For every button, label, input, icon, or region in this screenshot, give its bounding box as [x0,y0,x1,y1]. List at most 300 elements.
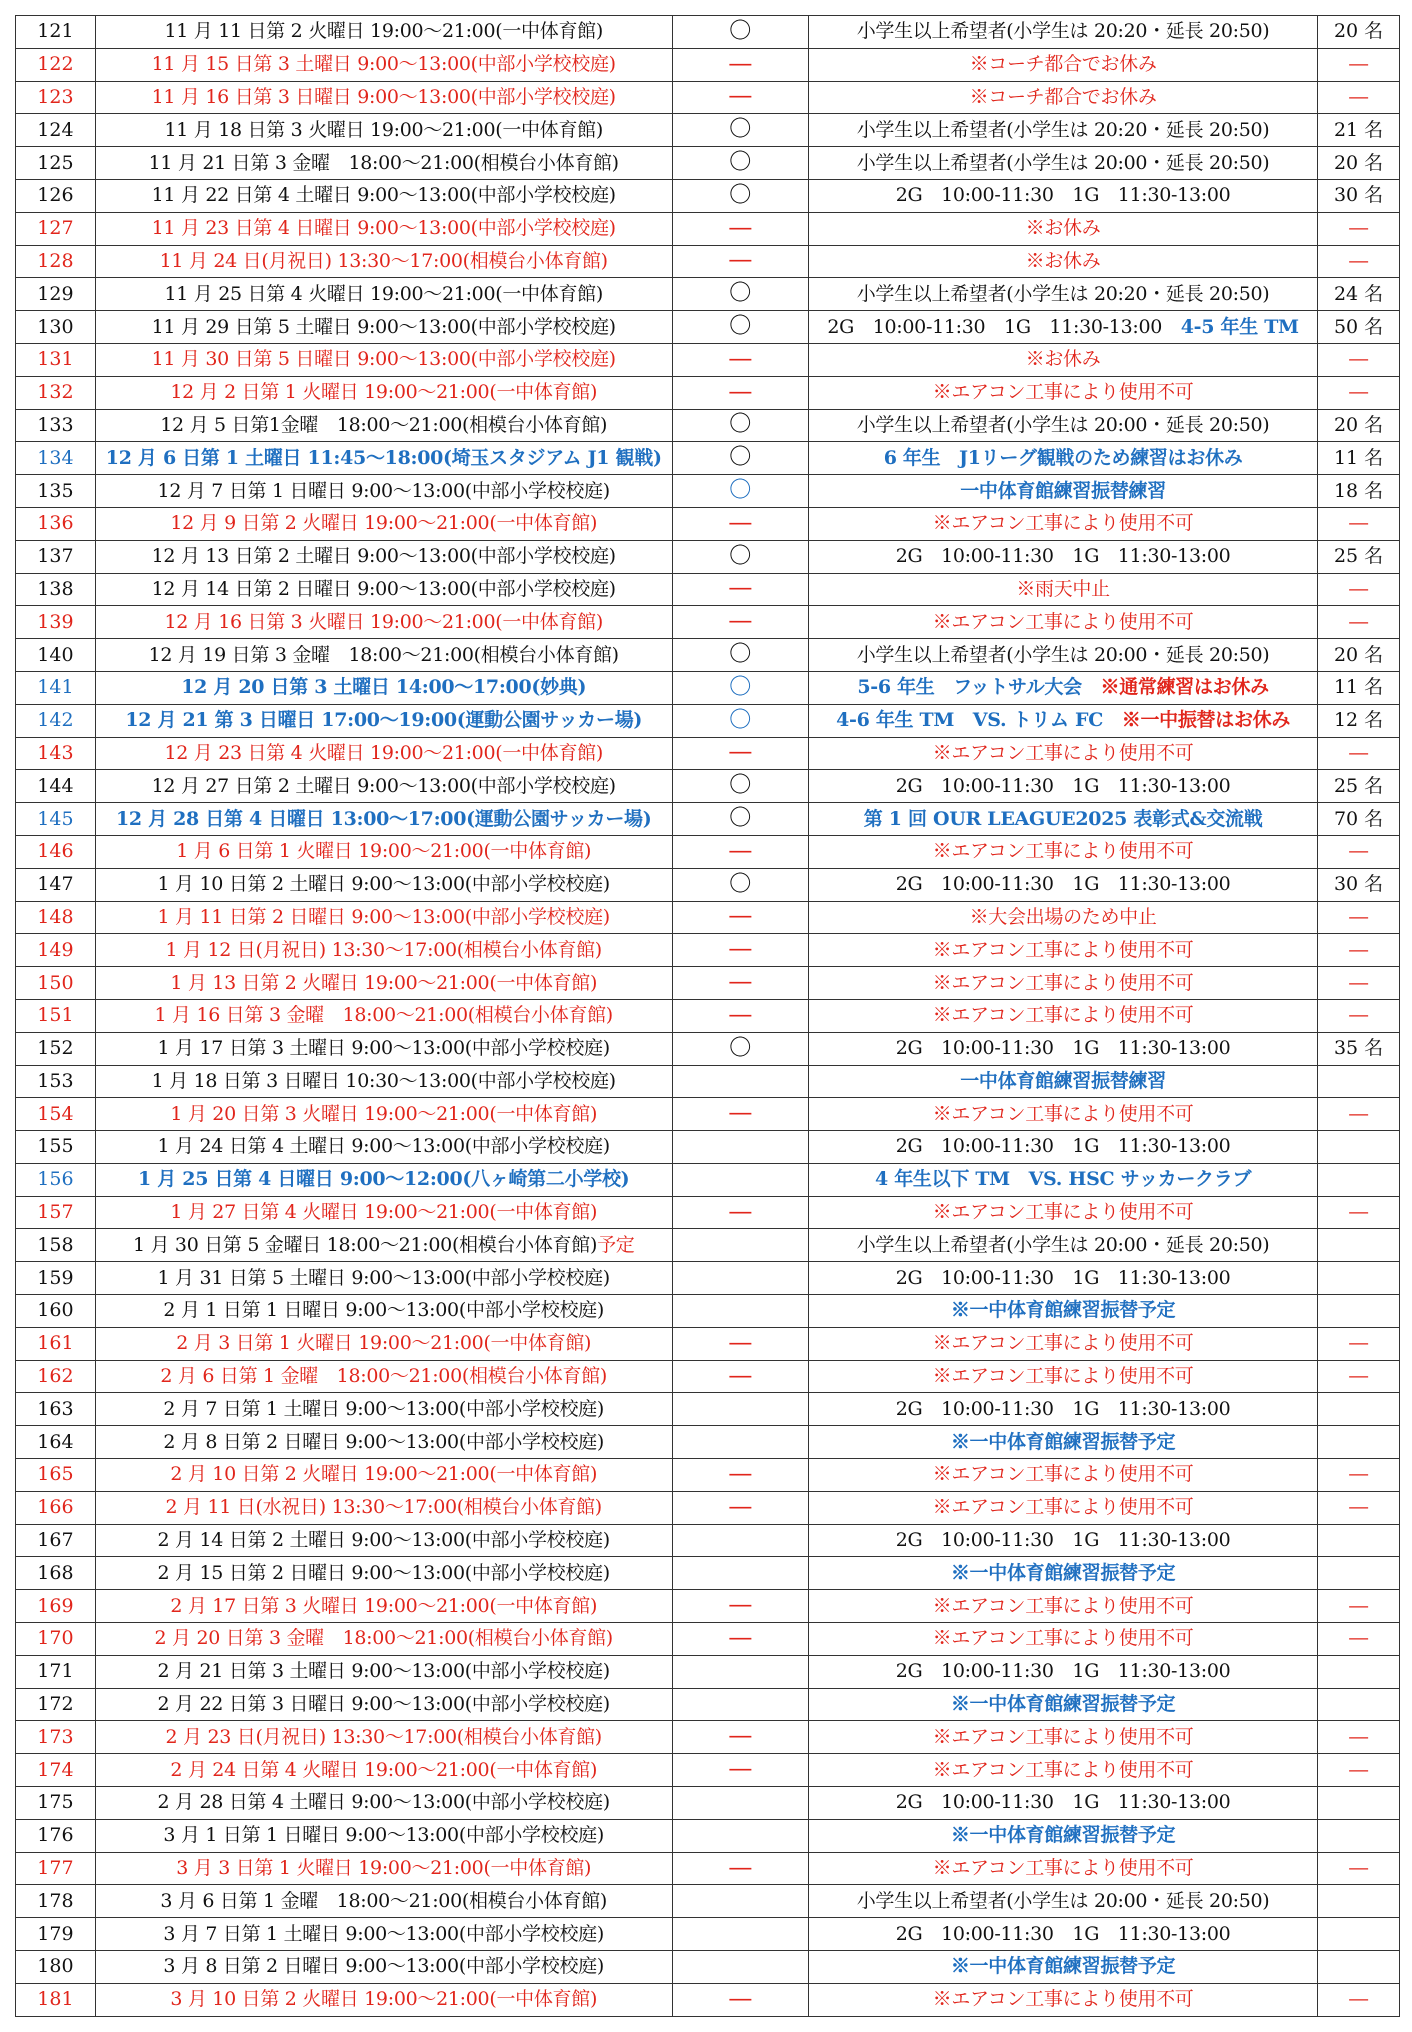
row-number: 151 [16,999,96,1032]
attendance-mark: ― [672,967,808,1000]
session-datetime [95,1918,672,1951]
row-number: 156 [16,1163,96,1196]
session-datetime [95,573,672,606]
participant-count: ― [1318,245,1400,278]
session-datetime [95,442,672,475]
session-note [809,245,1318,278]
note-text: ※エアコン工事により使用不可 [932,381,1194,404]
attendance-mark [672,1393,808,1426]
row-number: 133 [16,409,96,442]
note-text: ※エアコン工事により使用不可 [932,1365,1194,1388]
datetime-text: 2 月 14 日第 2 土曜日 9:00～13:00(中部小学校校庭) [157,1529,610,1552]
session-note [809,999,1318,1032]
schedule-row [16,442,1400,475]
row-number: 147 [16,868,96,901]
note-text: ※エアコン工事により使用不可 [932,1857,1194,1880]
datetime-text: 1 月 30 日第 5 金曜日 18:00～21:00(相模台小体育館) [132,1233,598,1256]
session-datetime [95,245,672,278]
session-note [809,278,1318,311]
row-number: 155 [16,1131,96,1164]
participant-count: 11 名 [1318,442,1400,475]
session-note [809,343,1318,376]
datetime-text: 11 月 11 日第 2 火曜日 19:00～21:00(一中体育館) [164,20,603,43]
datetime-text: 3 月 8 日第 2 日曜日 9:00～13:00(中部小学校校庭) [163,1955,604,1978]
session-note [809,1754,1318,1787]
datetime-text: 2 月 1 日第 1 日曜日 9:00～13:00(中部小学校校庭) [163,1299,604,1322]
attendance-mark [672,1262,808,1295]
schedule-row [16,1327,1400,1360]
participant-count: ― [1318,967,1400,1000]
participant-count: ― [1318,343,1400,376]
row-number: 131 [16,343,96,376]
note-text: 6 年生 J1リーグ観戦のため練習はお休み [883,446,1243,469]
session-note [809,1196,1318,1229]
attendance-mark [672,1163,808,1196]
schedule-row [16,671,1400,704]
session-note [809,1524,1318,1557]
attendance-mark: ― [672,1754,808,1787]
datetime-text: 3 月 10 日第 2 火曜日 19:00～21:00(一中体育館) [170,1988,598,2011]
participant-count: ― [1318,573,1400,606]
participant-count: 70 名 [1318,803,1400,836]
session-datetime [95,147,672,180]
datetime-text: 2 月 22 日第 3 日曜日 9:00～13:00(中部小学校校庭) [157,1693,610,1716]
schedule-row [16,1819,1400,1852]
attendance-mark [672,1524,808,1557]
note-text: ※お休み [1025,249,1101,272]
schedule-row [16,1590,1400,1623]
session-note [809,16,1318,49]
note-text: ※大会出場のため中止 [969,905,1157,928]
row-number: 148 [16,901,96,934]
session-datetime [95,1885,672,1918]
note-text: 小学生以上希望者(小学生は 20:00・延長 20:50) [856,151,1270,174]
participant-count: 20 名 [1318,16,1400,49]
datetime-text: 2 月 24 日第 4 火曜日 19:00～21:00(一中体育館) [170,1758,598,1781]
row-number: 126 [16,179,96,212]
attendance-mark [672,1885,808,1918]
schedule-row [16,967,1400,1000]
session-datetime [95,212,672,245]
session-datetime [95,1295,672,1328]
attendance-mark: ― [672,1721,808,1754]
attendance-mark: 〇 [672,803,808,836]
row-number: 130 [16,311,96,344]
session-datetime [95,1426,672,1459]
session-note [809,179,1318,212]
session-datetime [95,475,672,508]
session-note [809,1098,1318,1131]
datetime-text: 11 月 25 日第 4 火曜日 19:00～21:00(一中体育館) [164,282,603,305]
row-number: 134 [16,442,96,475]
participant-count [1318,1787,1400,1820]
attendance-mark: ― [672,835,808,868]
note-text: 一中体育館練習振替練習 [960,1069,1166,1092]
participant-count [1318,1885,1400,1918]
attendance-mark [672,1229,808,1262]
session-datetime [95,803,672,836]
session-note [809,737,1318,770]
participant-count: 25 名 [1318,540,1400,573]
attendance-mark: ― [672,343,808,376]
row-number: 153 [16,1065,96,1098]
schedule-row [16,1393,1400,1426]
session-datetime [95,1131,672,1164]
datetime-text: 12 月 6 日第 1 土曜日 11:45～18:00(埼玉スタジアム J1 観戦) [105,446,662,469]
session-datetime [95,1196,672,1229]
attendance-mark [672,1787,808,1820]
session-datetime [95,48,672,81]
note-text: ※エアコン工事により使用不可 [932,840,1194,863]
participant-count: ― [1318,1721,1400,1754]
datetime-text: 11 月 30 日第 5 日曜日 9:00～13:00(中部小学校校庭) [151,348,616,371]
datetime-text: 11 月 15 日第 3 土曜日 9:00～13:00(中部小学校校庭) [151,53,616,76]
participant-count: ― [1318,1196,1400,1229]
schedule-table-body [16,16,1400,2017]
attendance-mark: ― [672,901,808,934]
session-note [809,147,1318,180]
attendance-mark: ― [672,1623,808,1656]
schedule-row [16,1754,1400,1787]
session-note [809,1131,1318,1164]
schedule-row [16,1524,1400,1557]
session-note [809,1393,1318,1426]
session-note [809,606,1318,639]
attendance-mark: 〇 [672,639,808,672]
datetime-text: 3 月 6 日第 1 金曜 18:00～21:00(相模台小体育館) [160,1889,608,1912]
row-number: 135 [16,475,96,508]
attendance-mark [672,1819,808,1852]
participant-count: 35 名 [1318,1032,1400,1065]
session-note [809,1360,1318,1393]
session-note [809,507,1318,540]
note-text: 2G 10:00-11:30 1G 11:30-13:00 [895,873,1231,896]
attendance-mark: 〇 [672,704,808,737]
row-number: 140 [16,639,96,672]
session-datetime [95,1590,672,1623]
schedule-row [16,1032,1400,1065]
attendance-mark: 〇 [672,114,808,147]
note-text: ※エアコン工事により使用不可 [932,1594,1194,1617]
session-datetime [95,606,672,639]
row-number: 174 [16,1754,96,1787]
participant-count [1318,1918,1400,1951]
attendance-mark: ― [672,81,808,114]
note-text: ※一中体育館練習振替予定 [950,1430,1176,1453]
datetime-text: 11 月 21 日第 3 金曜 18:00～21:00(相模台小体育館) [148,151,619,174]
schedule-row [16,999,1400,1032]
datetime-text: 12 月 14 日第 2 日曜日 9:00～13:00(中部小学校校庭) [151,577,616,600]
note-text: ※コーチ都合でお休み [969,85,1157,108]
row-number: 142 [16,704,96,737]
datetime-text: 12 月 16 日第 3 火曜日 19:00～21:00(一中体育館) [164,610,603,633]
row-number: 165 [16,1459,96,1492]
row-number: 123 [16,81,96,114]
participant-count [1318,1262,1400,1295]
row-number: 143 [16,737,96,770]
session-datetime [95,1983,672,2016]
session-note [809,901,1318,934]
row-number: 139 [16,606,96,639]
row-number: 161 [16,1327,96,1360]
datetime-text: 12 月 5 日第1金曜 18:00～21:00(相模台小体育館) [160,413,608,436]
schedule-row [16,114,1400,147]
session-datetime [95,835,672,868]
datetime-text: 12 月 27 日第 2 土曜日 9:00～13:00(中部小学校校庭) [151,774,616,797]
session-note [809,868,1318,901]
schedule-row [16,1951,1400,1984]
session-note [809,1787,1318,1820]
note-text: ※エアコン工事により使用不可 [932,1463,1194,1486]
note-text: 2G 10:00-11:30 1G 11:30-13:00 [895,1922,1231,1945]
session-datetime [95,1688,672,1721]
session-note [809,704,1318,737]
note-text: ※一中体育館練習振替予定 [950,1824,1176,1847]
schedule-row [16,48,1400,81]
note-text: ※エアコン工事により使用不可 [932,1004,1194,1027]
session-datetime [95,1491,672,1524]
schedule-row [16,540,1400,573]
participant-count: 12 名 [1318,704,1400,737]
note-text: ※コーチ都合でお休み [969,53,1157,76]
schedule-row [16,1885,1400,1918]
datetime-text: 2 月 3 日第 1 火曜日 19:00～21:00(一中体育館) [176,1332,592,1355]
datetime-text: 1 月 12 日(月祝日) 13:30～17:00(相模台小体育館) [165,938,602,961]
session-note [809,311,1318,344]
note-text: 第 1 回 OUR LEAGUE2025 表彰式&交流戦 [863,807,1263,830]
note-text: 一中体育館練習振替練習 [960,479,1166,502]
attendance-mark: 〇 [672,770,808,803]
session-datetime [95,1229,672,1262]
session-datetime [95,770,672,803]
note-text: 2G 10:00-11:30 1G 11:30-13:00 [895,545,1231,568]
row-number: 179 [16,1918,96,1951]
note-text: ※一中体育館練習振替予定 [950,1299,1176,1322]
datetime-text: 1 月 10 日第 2 土曜日 9:00～13:00(中部小学校校庭) [157,873,610,896]
attendance-mark [672,1655,808,1688]
note-text: ※お休み [1025,217,1101,240]
session-note [809,1065,1318,1098]
datetime-text: 11 月 23 日第 4 日曜日 9:00～13:00(中部小学校校庭) [151,217,616,240]
attendance-mark: 〇 [672,16,808,49]
row-number: 158 [16,1229,96,1262]
session-note [809,770,1318,803]
session-note [809,540,1318,573]
row-number: 162 [16,1360,96,1393]
schedule-row [16,278,1400,311]
datetime-text: 1 月 25 日第 4 日曜日 9:00～12:00(八ヶ崎第二小学校) [138,1168,630,1191]
schedule-row [16,1426,1400,1459]
participant-count: ― [1318,1098,1400,1131]
note-text: 4-6 年生 TM VS. トリム FC [836,709,1104,732]
datetime-text: 12 月 20 日第 3 土曜日 14:00～17:00(妙典) [181,676,587,699]
schedule-row [16,311,1400,344]
datetime-text: 1 月 16 日第 3 金曜 18:00～21:00(相模台小体育館) [154,1004,613,1027]
schedule-row [16,1623,1400,1656]
session-datetime [95,278,672,311]
row-number: 173 [16,1721,96,1754]
participant-count [1318,1065,1400,1098]
note-text: 2G 10:00-11:30 1G 11:30-13:00 [895,1037,1231,1060]
schedule-row [16,1295,1400,1328]
session-datetime [95,507,672,540]
note-text: 小学生以上希望者(小学生は 20:20・延長 20:50) [856,20,1270,43]
attendance-mark: ― [672,737,808,770]
session-note [809,1918,1318,1951]
session-note [809,1459,1318,1492]
datetime-text: 2 月 15 日第 2 日曜日 9:00～13:00(中部小学校校庭) [157,1561,610,1584]
participant-count: ― [1318,901,1400,934]
participant-count: ― [1318,507,1400,540]
participant-count [1318,1229,1400,1262]
session-note [809,1327,1318,1360]
schedule-row [16,179,1400,212]
schedule-row [16,409,1400,442]
schedule-row [16,1852,1400,1885]
schedule-row [16,1098,1400,1131]
participant-count: ― [1318,835,1400,868]
schedule-row [16,770,1400,803]
session-datetime [95,868,672,901]
note-text: 小学生以上希望者(小学生は 20:20・延長 20:50) [856,118,1270,141]
participant-count: ― [1318,1983,1400,2016]
datetime-text: 1 月 11 日第 2 日曜日 9:00～13:00(中部小学校校庭) [157,905,610,928]
attendance-mark: ― [672,1360,808,1393]
attendance-mark: 〇 [672,1032,808,1065]
schedule-row [16,1688,1400,1721]
participant-count [1318,1688,1400,1721]
session-note [809,934,1318,967]
datetime-text: 1 月 24 日第 4 土曜日 9:00～13:00(中部小学校校庭) [157,1135,610,1158]
session-note [809,442,1318,475]
schedule-row [16,1229,1400,1262]
participant-count [1318,1524,1400,1557]
row-number: 164 [16,1426,96,1459]
session-datetime [95,1819,672,1852]
participant-count: ― [1318,376,1400,409]
note-text: 小学生以上希望者(小学生は 20:20・延長 20:50) [856,282,1270,305]
row-number: 144 [16,770,96,803]
schedule-row [16,343,1400,376]
row-number: 177 [16,1852,96,1885]
participant-count: 11 名 [1318,671,1400,704]
participant-count: ― [1318,1590,1400,1623]
note-text: ※エアコン工事により使用不可 [932,971,1194,994]
session-datetime [95,999,672,1032]
schedule-row [16,1655,1400,1688]
row-number: 171 [16,1655,96,1688]
session-datetime [95,16,672,49]
schedule-row [16,1262,1400,1295]
schedule-row [16,1196,1400,1229]
datetime-text: 2 月 17 日第 3 火曜日 19:00～21:00(一中体育館) [170,1594,598,1617]
row-number: 128 [16,245,96,278]
schedule-row [16,212,1400,245]
schedule-row [16,803,1400,836]
participant-count: ― [1318,606,1400,639]
attendance-mark [672,1131,808,1164]
attendance-mark [672,1557,808,1590]
participant-count: ― [1318,1491,1400,1524]
datetime-text: 3 月 1 日第 1 日曜日 9:00～13:00(中部小学校校庭) [163,1824,604,1847]
session-datetime [95,1327,672,1360]
note-text: ※エアコン工事により使用不可 [932,610,1194,633]
row-number: 125 [16,147,96,180]
note-text: ※エアコン工事により使用不可 [932,512,1194,535]
datetime-text: 2 月 10 日第 2 火曜日 19:00～21:00(一中体育館) [170,1463,598,1486]
participant-count: 20 名 [1318,147,1400,180]
note-text: ※一中体育館練習振替予定 [950,1561,1176,1584]
note-extra: ※一中振替はお休み [1121,709,1291,732]
session-note [809,1295,1318,1328]
participant-count [1318,1295,1400,1328]
session-datetime [95,1524,672,1557]
note-text: ※エアコン工事により使用不可 [932,1201,1194,1224]
row-number: 159 [16,1262,96,1295]
datetime-text: 11 月 24 日(月祝日) 13:30～17:00(相模台小体育館) [159,249,608,272]
schedule-row [16,704,1400,737]
attendance-mark [672,1426,808,1459]
attendance-mark: 〇 [672,442,808,475]
row-number: 129 [16,278,96,311]
row-number: 181 [16,1983,96,2016]
session-datetime [95,1721,672,1754]
participant-count: 18 名 [1318,475,1400,508]
note-text: 2G 10:00-11:30 1G 11:30-13:00 [895,1791,1231,1814]
attendance-mark: 〇 [672,278,808,311]
participant-count: ― [1318,212,1400,245]
row-number: 121 [16,16,96,49]
datetime-text: 1 月 6 日第 1 火曜日 19:00～21:00(一中体育館) [176,840,592,863]
attendance-mark: ― [672,999,808,1032]
participant-count [1318,1951,1400,1984]
participant-count: ― [1318,1754,1400,1787]
datetime-text: 1 月 18 日第 3 日曜日 10:30～13:00(中部小学校校庭) [151,1069,616,1092]
datetime-text: 1 月 13 日第 2 火曜日 19:00～21:00(一中体育館) [170,971,598,994]
attendance-mark: 〇 [672,179,808,212]
session-datetime [95,934,672,967]
row-number: 150 [16,967,96,1000]
session-datetime [95,639,672,672]
schedule-row [16,1983,1400,2016]
schedule-table [15,15,1400,2017]
participant-count: 30 名 [1318,179,1400,212]
session-note [809,573,1318,606]
datetime-text: 2 月 28 日第 4 土曜日 9:00～13:00(中部小学校校庭) [157,1791,610,1814]
attendance-mark [672,1688,808,1721]
row-number: 137 [16,540,96,573]
datetime-text: 11 月 29 日第 5 土曜日 9:00～13:00(中部小学校校庭) [151,315,616,338]
session-datetime [95,901,672,934]
schedule-row [16,475,1400,508]
schedule-row [16,507,1400,540]
session-note [809,1032,1318,1065]
row-number: 180 [16,1951,96,1984]
session-note [809,1163,1318,1196]
schedule-row [16,1163,1400,1196]
schedule-row [16,1787,1400,1820]
session-note [809,114,1318,147]
participant-count: ― [1318,737,1400,770]
participant-count: ― [1318,999,1400,1032]
schedule-row [16,573,1400,606]
note-text: ※雨天中止 [1016,577,1110,600]
session-datetime [95,1459,672,1492]
note-text: ※エアコン工事により使用不可 [932,1725,1194,1748]
row-number: 124 [16,114,96,147]
attendance-mark: 〇 [672,409,808,442]
participant-count: 25 名 [1318,770,1400,803]
